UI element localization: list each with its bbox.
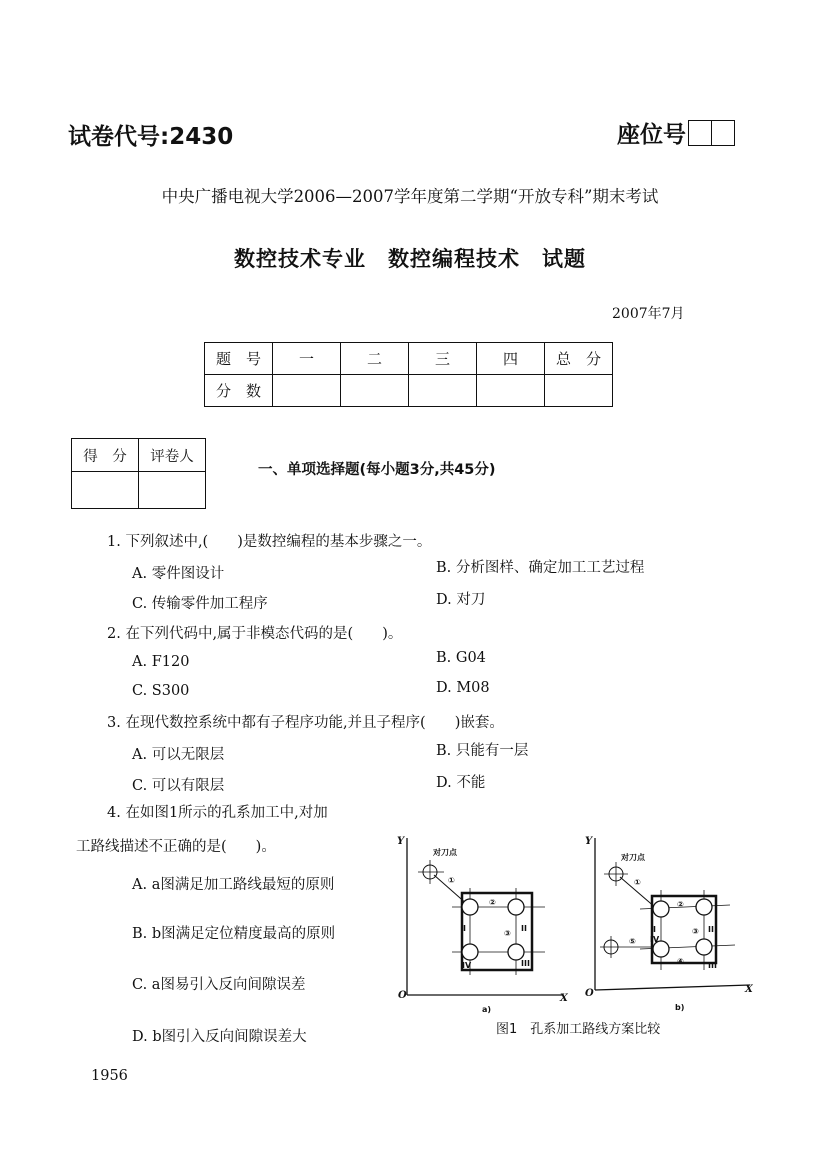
exam-title: 中央广播电视大学2006—2007学年度第二学期“开放专科”期末考试 [161,187,659,206]
score-cell[interactable] [477,375,545,407]
score-table-header-cell: 一 [273,343,341,375]
question-stem: 3. 在现代数控系统中都有子程序功能,并且子程序( )嵌套。 [107,715,504,731]
x-axis-label: X [560,993,568,1004]
y-axis-label: Y [397,836,405,847]
grader-label-cell: 评卷人 [139,439,206,472]
option-b[interactable]: B. b图满足定位精度最高的原则 [132,926,336,942]
seat-label: 座位号 [617,122,686,148]
svg-text:⑤: ⑤ [629,937,636,946]
origin-label: O [585,988,594,999]
score-cell[interactable] [545,375,613,407]
svg-text:②: ② [677,900,684,909]
option-a[interactable]: A. 可以无限层 [132,747,225,763]
svg-text:I: I [463,924,466,933]
score-cell[interactable] [273,375,341,407]
score-table-header-cell: 三 [409,343,477,375]
question-stem: 4. 在如图1所示的孔系加工中,对加 [107,805,328,821]
svg-text:②: ② [489,898,496,907]
svg-text:IV: IV [650,935,660,944]
svg-text:IV: IV [462,961,472,970]
svg-text:I: I [653,925,656,934]
score-table-header-cell: 四 [477,343,545,375]
option-b[interactable]: B. G04 [436,650,486,666]
option-b[interactable]: B. 分析图样、确定加工工艺过程 [436,560,645,576]
grader-table [71,438,206,509]
svg-text:II: II [521,924,527,933]
seat-boxes [688,120,735,146]
option-d[interactable]: D. 对刀 [436,592,486,608]
hole-machining-figure [390,830,760,1020]
score-table-header-row [205,343,613,375]
figure-panel-a [397,836,569,1014]
x-axis-label: X [745,984,753,995]
option-d[interactable]: D. 不能 [436,775,486,791]
question-stem: 1. 下列叙述中,( )是数控编程的基本步骤之一。 [107,534,432,550]
grader-name-cell[interactable] [139,472,206,509]
tool-point-label: 对刀点 [621,853,645,862]
score-table-header-cell: 题 号 [205,343,273,375]
svg-text:II: II [708,925,714,934]
option-a[interactable]: A. 零件图设计 [132,566,225,582]
grader-input-row [72,472,206,509]
option-c[interactable]: C. a图易引入反向间隙误差 [132,977,306,993]
origin-label: O [398,990,407,1001]
option-d[interactable]: D. b图引入反向间隙误差大 [132,1029,307,1045]
y-axis-label: Y [585,836,593,847]
option-b[interactable]: B. 只能有一层 [436,743,529,759]
svg-text:④: ④ [677,957,684,966]
seat-number [617,116,735,149]
score-label-cell: 得 分 [72,439,139,472]
score-table [204,342,613,407]
question-stem-continued: 工路线描述不正确的是( )。 [76,839,276,855]
svg-text:III: III [708,961,717,970]
grader-header-row [72,439,206,472]
exam-date: 2007年7月 [612,306,685,322]
svg-text:③: ③ [692,927,699,936]
figure-caption: 图1 孔系加工路线方案比较 [496,1022,661,1037]
option-c[interactable]: C. 传输零件加工程序 [132,596,268,612]
panel-b-label: b) [675,1003,685,1012]
option-a[interactable]: A. F120 [132,654,190,670]
subject-title: 数控技术专业 数控编程技术 试题 [234,247,586,271]
figure-panel-b [585,836,754,1012]
svg-text:①: ① [634,878,641,887]
option-d[interactable]: D. M08 [436,680,490,696]
option-a[interactable]: A. a图满足加工路线最短的原则 [132,877,335,893]
section-title: 一、单项选择题(每小题3分,共45分) [258,462,496,478]
score-table-header-cell: 二 [341,343,409,375]
svg-text:③: ③ [504,929,511,938]
panel-a-label: a) [482,1005,492,1014]
svg-text:III: III [521,959,530,968]
score-table-score-row [205,375,613,407]
section-score-cell[interactable] [72,472,139,509]
option-c[interactable]: C. 可以有限层 [132,778,225,794]
score-cell[interactable] [409,375,477,407]
score-cell[interactable] [341,375,409,407]
paper-code: 试卷代号:2430 [68,124,234,150]
seat-box-2[interactable] [712,120,735,146]
page-number: 1956 [91,1068,128,1084]
score-table-header-cell: 总 分 [545,343,613,375]
tool-point-label: 对刀点 [433,848,457,857]
score-row-label: 分 数 [205,375,273,407]
option-c[interactable]: C. S300 [132,683,190,699]
question-stem: 2. 在下列代码中,属于非模态代码的是( )。 [107,626,403,642]
svg-text:①: ① [448,876,455,885]
seat-box-1[interactable] [688,120,712,146]
